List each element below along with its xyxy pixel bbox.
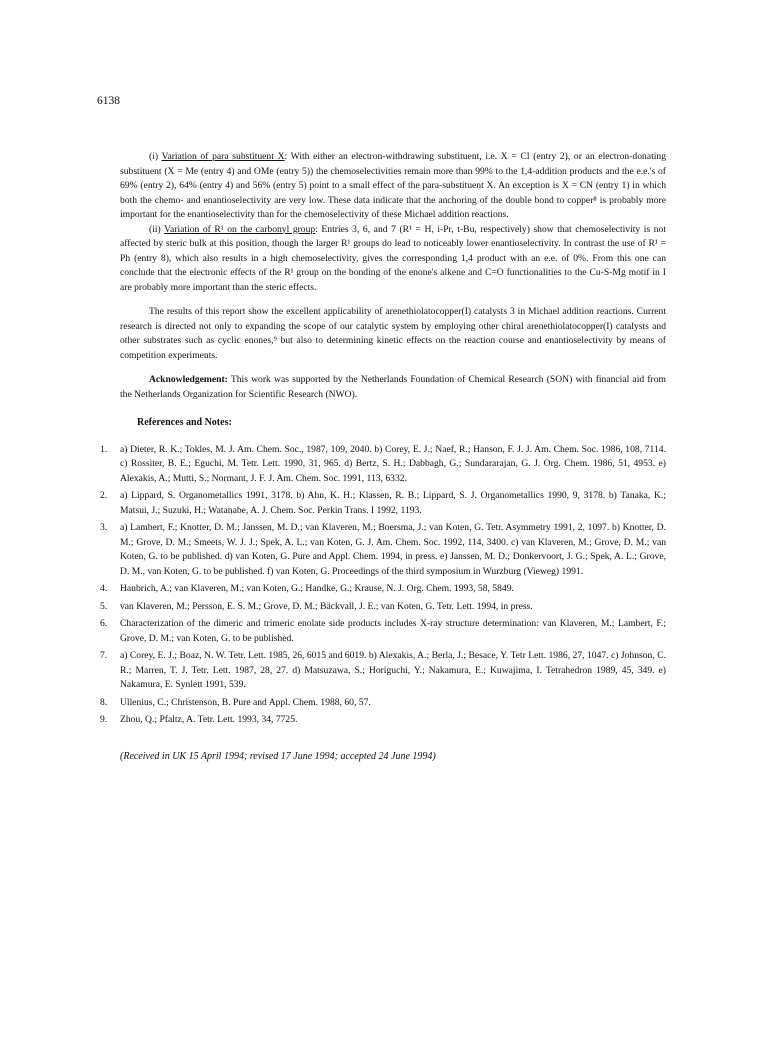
reference-text: a) Corey, E. J.; Boaz, N. W. Tetr. Lett. 1985, 26, 6015 and 6019. b) Alexakis, A.; Berla, J.; Besace, Y. Tetr Lett. 1986, 27, 1047. c) Johnson, C. R.; Marren, T. J. Tetr. Lett. 1987, 28, 27. d) Matsuzawa, S.; Horiguchi, Y.; Nakamura, E.; Kuwajima, I. Tetrahedron 1989, 45, 349. e) Nakamura, E. Synlett 1991, 539. (120, 650, 666, 690)
reference-item (100, 649, 666, 693)
reference-item (100, 617, 666, 646)
reference-number: 1. (100, 443, 108, 455)
received-dates: (Received in UK 15 April 1994; revised 17 June 1994; accepted 24 June 1994) (120, 750, 436, 762)
reference-text: a) Lippard, S. Organometallics 1991, 3178. b) Ahn, K. H.; Klassen, R. B.; Lippard, S. J. Organometallics 1990, 9, 3178. b) Tanaka, K.; Matsui, J.; Suzuki, H.; Watanabe, A. J. Chem. Soc. Perkin Trans. I 1992, 1193. (120, 490, 666, 516)
reference-item (100, 443, 666, 487)
reference-text: Haubrich, A.; van Klaveren, M.; van Koten, G.; Handke, G.; Krause, N. J. Org. Chem. 1993, 58, 5849. (120, 583, 514, 594)
acknowledgement-heading: Acknowledgement: (149, 374, 228, 385)
paragraph-text: : With either an electron-withdrawing substituent, i.e. X = Cl (entry 2), or an electron-donating substituent (X = Me (entry 4) and OMe (entry 5)) the chemoselectivities remain more than 99% to the 1,4-addition products and the e.e.'s of 69% (entry 2), 64% (entry 4) and 56% (entry 5) point to a small effect of the para-substituent X. An exception is X = CN (entry 1) in which both the chemo- and enantioselectivity are very low. These data indicate that the anchoring of the double bond to copper⁸ is probably more important for the enantioselectivity than for the chemoselectivity of these Michael addition reactions. (120, 151, 666, 220)
reference-text: van Klaveren, M.; Persson, E. S. M.; Grove, D. M.; Bäckvall, J. E.; van Koten, G. Tetr. Lett. 1994, in press. (120, 600, 533, 612)
reference-number: 3. (100, 522, 108, 533)
reference-number: 9. (100, 714, 108, 725)
references-heading: References and Notes: (137, 417, 232, 428)
section-heading-para-substituent: Variation of para substituent X (161, 151, 285, 162)
acknowledgement-text: This work was supported by the Netherlands Foundation of Chemical Research (SON) with financial aid from the Netherlands Organization for Scientific Research (NWO). (120, 374, 666, 400)
reference-number: 5. (100, 600, 108, 612)
reference-number: 4. (100, 583, 108, 594)
reference-text: a) Dieter, R. K.; Tokles, M. J. Am. Chem. Soc., 1987, 109, 2040. b) Corey, E. J.; Naef, R.; Hanson, F. J. J. Am. Chem. Soc. 1986, 108, 7114. c) Rossiter, B. E.; Eguchi, M. Tetr. Lett. 1990, 31, 965. d) Bertz, S. H.; Dabbagh, G.; Sundararajan, G. J. Org. Chem. 1986, 51, 4953. e) Alexakis, A.; Mutti, S.; Normant, J. F. J. Am. Chem. Soc. 1991, 113, 6332. (120, 443, 666, 484)
reference-number: 2. (100, 490, 108, 501)
page-body (100, 150, 666, 764)
reference-text: Zhou, Q.; Pfaltz, A. Tetr. Lett. 1993, 34, 7725. (120, 714, 298, 725)
reference-text: a) Lambert, F.; Knotter, D. M.; Janssen, M. D.; van Klaveren, M.; Boersma, J.; van Koten, G. Tetr. Asymmetry 1991, 2, 1097. b) Knotter, D. M.; Grove, D. M.; Smeets, W. J. J.; Spek, A. L.; van Koten, G. J. Am. Chem. Soc. 1992, 114, 3400. c) van Klaveren, M.; Grove, D. M.; van Koten, G. to be published. d) van Koten, G. Pure and Appl. Chem. 1994, in press. e) Janssen, M. D.; Donkervoort, J. G.; Spek, A. L.; Grove, D. M., van Koten, G. to be published. f) van Koten, G. Proceedings of the third symposium in Wurzburg (Vieweg) 1991. (120, 522, 666, 577)
reference-item (100, 696, 666, 711)
page-number: 6138 (97, 95, 120, 107)
reference-item (100, 582, 666, 597)
reference-number: 8. (100, 696, 108, 708)
paragraph-text: : Entries 3, 6, and 7 (R¹ = H, i-Pr, t-Bu, respectively) show that chemoselectivity is not affected by steric bulk at this position, though the larger R¹ groups do lead to noticeably lower enantioselectivity. In contrast the use of R¹ = Ph (entry 8), which also results in a high chemoselectivity, gives the corresponding 1,4 product with an e.e. of 0%. From this one can conclude that the electronic effects of the R¹ group on the bonding of the enone's alkene and C=O functionalities to the Cu-S-Mg motif in I are probably more important than the steric effects. (120, 223, 666, 293)
paragraph-conclusion: The results of this report show the excellent applicability of arenethiolatocopper(I) catalysts 3 in Michael addition reactions. Current research is directed not only to expanding the scope of our catalytic system by employing other chiral arenethiolatocopper(I) catalysts and other substrates such as cyclic enones,⁹ but also to determining kinetic effects on the reaction course and enantioselectivity by means of competition experiments. (120, 306, 666, 361)
reference-text: Ullenius, C.; Christenson, B. Pure and Appl. Chem. 1988, 60, 57. (120, 696, 371, 708)
paragraph-acknowledgement (120, 373, 666, 402)
reference-item (100, 713, 666, 728)
reference-number: 7. (100, 650, 108, 661)
reference-item (100, 600, 666, 615)
paragraph-carbonyl-group (120, 223, 666, 296)
section-heading-carbonyl: Variation of R¹ on the carbonyl group (164, 223, 316, 235)
reference-item (100, 521, 666, 579)
paragraph-prefix: (i) (149, 151, 162, 162)
reference-text: Characterization of the dimeric and trimeric enolate side products includes X-ray structure determination: van Klaveren, M.; Lambert, F.; Grove, D. M.; van Koten, G. to be published. (120, 618, 666, 644)
references-list (100, 443, 666, 728)
paragraph-prefix: (ii) (149, 223, 165, 235)
paragraph-para-substituent (120, 150, 666, 223)
reference-item (100, 489, 666, 518)
reference-number: 6. (100, 618, 108, 629)
